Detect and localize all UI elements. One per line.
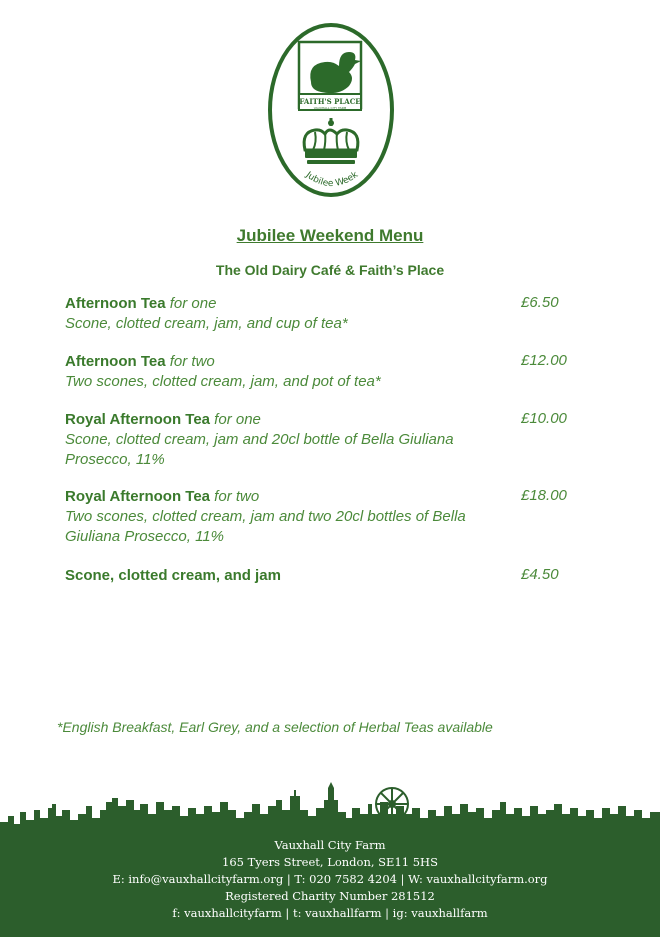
item-name: Royal Afternoon Tea [65,488,211,505]
footer-address: 165 Tyers Street, London, SE11 5HS [222,855,438,869]
logo-sub-label: VAUXHALL CITY FARM [313,106,347,110]
item-name: Scone, clotted cream, and jam [65,567,281,584]
item-price: £18.00 [521,487,567,504]
item-price: £6.50 [521,294,559,311]
item-description: Scone, clotted cream, jam, and cup of tea* [65,315,348,332]
footer-charity-number: Registered Charity Number 281512 [225,889,435,903]
footer-social: f: vauxhallcityfarm | t: vauxhallfarm | ig: vauxhallfarm [172,906,488,920]
item-qualifier: for one [165,295,217,312]
item-name: Afternoon Tea [65,295,166,312]
item-price: £12.00 [521,352,567,369]
logo-ring-text: Jubilee Week [303,170,361,190]
menu-title: Jubilee Weekend Menu [236,226,424,245]
item-name: Royal Afternoon Tea [65,411,211,428]
menu-item [65,410,585,470]
item-name: Afternoon Tea [65,353,166,370]
london-eye-icon [376,788,408,820]
item-qualifier: for one [210,411,261,428]
logo-venue-name: FAITH'S PLACE [299,97,361,106]
menu-item [65,352,585,392]
item-description: Two scones, clotted cream, jam and two 20cl bottles of Bella Giuliana Prosecco, 11% [65,508,466,545]
item-qualifier: for two [165,353,215,370]
menu-item [65,566,585,586]
tea-footnote: *English Breakfast, Earl Grey, and a selection of Herbal Teas available [57,719,493,735]
footer-org-name: Vauxhall City Farm [274,838,386,852]
item-description: Two scones, clotted cream, jam, and pot of tea* [65,373,381,390]
item-qualifier: for two [210,488,260,505]
item-description: Scone, clotted cream, jam and 20cl bottle of Bella Giuliana Prosecco, 11% [65,431,454,468]
footer-contact-block [0,832,660,937]
faiths-place-jubilee-logo [267,22,395,198]
menu-subtitle: The Old Dairy Café & Faith’s Place [215,262,445,278]
item-price: £10.00 [521,410,567,427]
item-price: £4.50 [521,566,559,583]
footer-contact: E: info@vauxhallcityfarm.org | T: 020 7582 4204 | W: vauxhallcityfarm.org [112,872,548,886]
london-skyline-graphic [0,780,660,840]
menu-item [65,294,585,334]
menu-item [65,487,585,547]
